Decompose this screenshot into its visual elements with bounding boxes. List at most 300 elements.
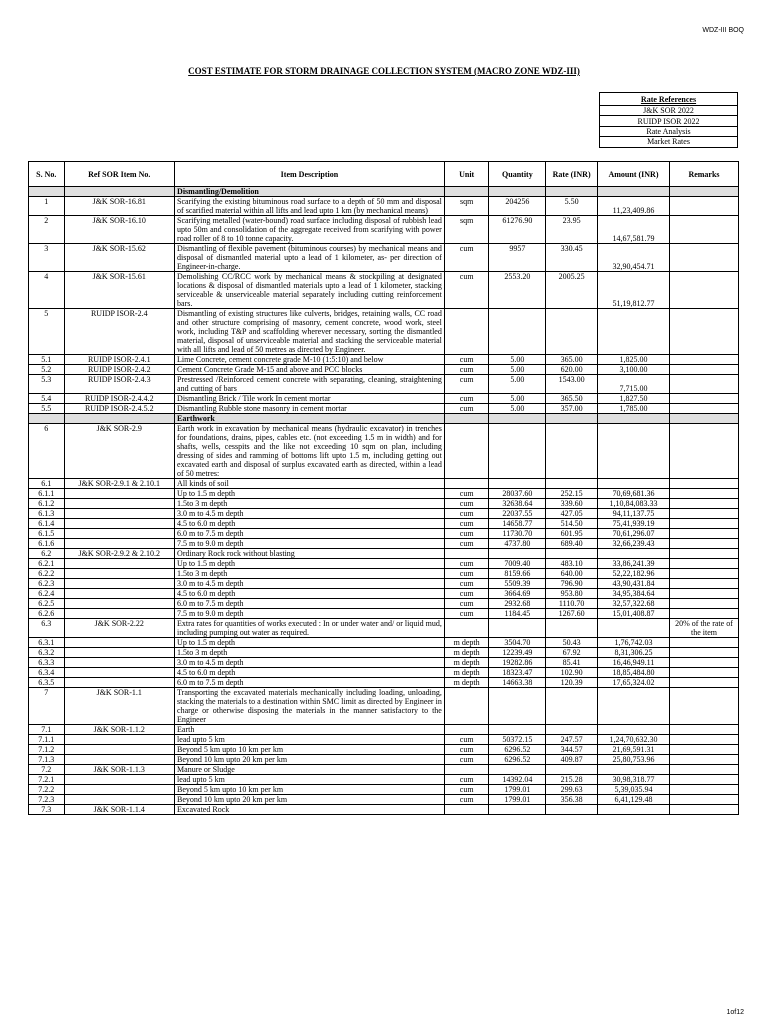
cell-amount: 18,85,484.80 [597,668,669,678]
cell-remarks [669,309,738,355]
table-row [29,272,739,309]
cell-rate: 5.50 [546,197,598,216]
cell-amount: 34,95,384.64 [597,589,669,599]
cell-sno: 6.3 [29,619,65,638]
cell-sno: 6.3.2 [29,648,65,658]
col-header-unit: Unit [444,162,489,187]
cell-ref [64,678,175,688]
cell-sno: 5.5 [29,404,65,414]
table-row [29,216,739,244]
cell-desc: Manure or Sludge [175,765,445,775]
cell-ref [64,589,175,599]
cell-ref: J&K SOR-2.9.1 & 2.10.1 [64,479,175,489]
table-row [29,394,739,404]
cell-remarks [669,599,738,609]
rate-reference-item: J&K SOR 2022 [600,106,738,116]
cell-unit: cum [444,355,489,365]
cell-remarks [669,365,738,375]
cell-desc: Dismantling of existing structures like culverts, bridges, retaining walls, CC road and other structure comprising of masonry, cement concrete, wood work, steel work, including T&P and scaffolding wherever necessary, sorting the dismantled material, disposal of unserviceable material and stacking the serviceable material with all lifts and lead of 50 metres as directed by Engineer. [175,309,445,355]
cell-amount: 32,57,322.68 [597,599,669,609]
cell-remarks [669,805,738,815]
cell-qty: 5.00 [489,365,546,375]
cell-rate: 409.87 [546,755,598,765]
cell-qty [489,805,546,815]
cell-rate: 23.95 [546,216,598,244]
table-row [29,599,739,609]
cell-qty: 14658.77 [489,519,546,529]
cell-qty [489,688,546,725]
table-row [29,519,739,529]
cell-remarks [669,404,738,414]
document-code: WDZ-III BOQ [702,27,744,34]
cell-unit: cum [444,272,489,309]
cell-ref [64,579,175,589]
cell-amount [597,549,669,559]
cell-rate: 427.05 [546,509,598,519]
cell-desc: All kinds of soil [175,479,445,489]
cell-ref [64,785,175,795]
cell-rate: 796.90 [546,579,598,589]
cell-sno: 5.3 [29,375,65,394]
cell-amount: 94,11,137.75 [597,509,669,519]
cell-qty: 5.00 [489,404,546,414]
cell-remarks [669,414,738,424]
cell-ref: J&K SOR-15.62 [64,244,175,272]
cell-sno: 6.1.2 [29,499,65,509]
cell-remarks [669,795,738,805]
cell-remarks [669,755,738,765]
cell-qty: 6296.52 [489,755,546,765]
cell-amount: 17,65,324.02 [597,678,669,688]
cell-ref: J&K SOR-1.1.2 [64,725,175,735]
cell-amount [597,619,669,638]
cell-rate [546,414,598,424]
cell-sno: 6.2.1 [29,559,65,569]
page-title: COST ESTIMATE FOR STORM DRAINAGE COLLECTION SYSTEM (MACRO ZONE WDZ-III) [188,66,580,76]
cell-qty: 6296.52 [489,745,546,755]
table-row [29,785,739,795]
cell-ref [64,658,175,668]
cell-sno: 1 [29,197,65,216]
cell-unit: m depth [444,638,489,648]
cell-ref: RUIDP ISOR-2.4.4.2 [64,394,175,404]
section-row [29,187,739,197]
cell-rate: 1543.00 [546,375,598,394]
cell-unit: cum [444,529,489,539]
cell-amount: 30,98,318.77 [597,775,669,785]
cell-rate: 102.90 [546,668,598,678]
table-row [29,609,739,619]
cell-unit: cum [444,539,489,549]
cell-sno: 6.2.3 [29,579,65,589]
table-row [29,559,739,569]
rate-references-table [599,92,738,148]
cell-qty [489,187,546,197]
table-row [29,539,739,549]
cell-unit [444,725,489,735]
cell-desc: Dismantling Rubble stone masonry in cement mortar [175,404,445,414]
cell-ref: J&K SOR-1.1.4 [64,805,175,815]
cell-ref [64,414,175,424]
cell-desc: Beyond 5 km upto 10 km per km [175,745,445,755]
cell-qty [489,549,546,559]
cell-qty: 18323.47 [489,668,546,678]
cell-unit: cum [444,394,489,404]
cell-sno: 6.1.4 [29,519,65,529]
cell-unit [444,309,489,355]
cell-desc: Earthwork [175,414,445,424]
cell-qty: 3664.69 [489,589,546,599]
cell-amount [597,309,669,355]
cell-unit: cum [444,589,489,599]
cell-rate: 330.45 [546,244,598,272]
table-row [29,355,739,365]
cell-qty [489,765,546,775]
cell-desc: 4.5 to 6.0 m depth [175,589,445,599]
cell-sno: 6.2.6 [29,609,65,619]
cell-unit: m depth [444,658,489,668]
cell-remarks [669,648,738,658]
cell-ref: RUIDP ISOR-2.4.1 [64,355,175,365]
cell-amount: 32,90,454.71 [597,244,669,272]
cell-amount [597,805,669,815]
cell-sno: 3 [29,244,65,272]
cell-rate: 50.43 [546,638,598,648]
table-row [29,499,739,509]
cell-remarks: 20% of the rate of the item [669,619,738,638]
cell-ref: J&K SOR-2.9.2 & 2.10.2 [64,549,175,559]
table-row [29,404,739,414]
cell-desc: Beyond 5 km upto 10 km per km [175,785,445,795]
cell-amount: 70,61,296.07 [597,529,669,539]
cell-remarks [669,735,738,745]
cell-unit: sqm [444,197,489,216]
cell-amount: 1,10,84,083.33 [597,499,669,509]
cell-remarks [669,187,738,197]
cell-desc: 3.0 m to 4.5 m depth [175,658,445,668]
cell-qty: 32638.64 [489,499,546,509]
cell-ref: RUIDP ISOR-2.4.2 [64,365,175,375]
cell-unit [444,187,489,197]
section-row [29,414,739,424]
cell-sno: 7.2.1 [29,775,65,785]
cell-rate: 356.38 [546,795,598,805]
table-row [29,549,739,559]
rate-reference-item: RUIDP ISOR 2022 [600,116,738,126]
cell-qty: 1799.01 [489,785,546,795]
cell-rate: 640.00 [546,569,598,579]
cell-rate: 1110.70 [546,599,598,609]
cell-sno: 6.3.4 [29,668,65,678]
cell-remarks [669,539,738,549]
cell-unit [444,688,489,725]
cell-desc: Dismantling of flexible pavement (bituminous courses) by mechanical means and disposal of dismantled material upto a lead of 1 kilometer, as- per direction of Engineer-in-charge. [175,244,445,272]
cell-desc: 3.0 m to 4.5 m depth [175,579,445,589]
cell-ref: J&K SOR-1.1 [64,688,175,725]
table-row [29,509,739,519]
cell-amount: 1,785.00 [597,404,669,414]
cell-ref: RUIDP ISOR-2.4 [64,309,175,355]
table-row [29,529,739,539]
cell-remarks [669,394,738,404]
table-row [29,197,739,216]
cell-qty: 8159.66 [489,569,546,579]
table-row [29,755,739,765]
cell-rate [546,187,598,197]
cell-qty: 50372.15 [489,735,546,745]
cell-amount [597,414,669,424]
cell-rate: 483.10 [546,559,598,569]
cell-desc: Dismantling/Demolition [175,187,445,197]
cell-rate: 2005.25 [546,272,598,309]
cell-desc: 4.5 to 6.0 m depth [175,668,445,678]
cell-rate: 601.95 [546,529,598,539]
cell-sno: 7.2.3 [29,795,65,805]
table-row [29,735,739,745]
table-row [29,638,739,648]
cell-unit: cum [444,795,489,805]
cell-ref [64,489,175,499]
col-header-desc: Item Description [175,162,445,187]
cell-unit: cum [444,579,489,589]
table-row [29,725,739,735]
cell-unit: cum [444,755,489,765]
cell-amount [597,479,669,489]
cell-desc: Scarifying metalled (water-bound) road surface including disposal of rubbish lead upto 50m and consolidation of the aggregate received from scarifying with power road roller of 8 to 10 tonne capacity. [175,216,445,244]
cell-rate: 252.15 [546,489,598,499]
cell-ref [64,539,175,549]
cell-rate [546,725,598,735]
cell-rate: 365.50 [546,394,598,404]
cell-remarks [669,529,738,539]
cell-qty: 11730.70 [489,529,546,539]
cell-amount [597,424,669,479]
cell-rate: 953.80 [546,589,598,599]
cell-desc: 6.0 m to 7.5 m depth [175,529,445,539]
cell-amount: 21,69,591.31 [597,745,669,755]
cell-sno: 5 [29,309,65,355]
cell-sno: 6.3.5 [29,678,65,688]
table-row [29,678,739,688]
cell-remarks [669,272,738,309]
cell-rate: 339.60 [546,499,598,509]
cell-remarks [669,197,738,216]
cell-ref [64,519,175,529]
cell-ref [64,569,175,579]
cell-remarks [669,216,738,244]
cell-rate: 620.00 [546,365,598,375]
cell-desc: Up to 1.5 m depth [175,489,445,499]
table-row [29,424,739,479]
col-header-remarks: Remarks [669,162,738,187]
cell-qty: 7009.40 [489,559,546,569]
cell-amount: 1,825.00 [597,355,669,365]
table-row [29,795,739,805]
rate-references-heading: Rate References [600,93,738,106]
cell-sno: 7.1 [29,725,65,735]
cell-unit: m depth [444,678,489,688]
col-header-amount: Amount (INR) [597,162,669,187]
cell-ref: J&K SOR-2.9 [64,424,175,479]
cell-desc: Scarifying the existing bituminous road surface to a depth of 50 mm and disposal of scarified material within all lifts and lead upto 1 km (by mechanical means) [175,197,445,216]
cell-remarks [669,745,738,755]
cell-qty: 22037.55 [489,509,546,519]
cell-desc: Beyond 10 km upto 20 km per km [175,755,445,765]
cell-qty [489,725,546,735]
cell-rate: 215.28 [546,775,598,785]
cell-remarks [669,244,738,272]
cell-desc: 1.5to 3 m depth [175,569,445,579]
cell-sno: 7.1.1 [29,735,65,745]
cell-sno: 6.1.6 [29,539,65,549]
cell-sno: 6.1.5 [29,529,65,539]
cell-ref: RUIDP ISOR-2.4.3 [64,375,175,394]
cell-rate: 344.57 [546,745,598,755]
cell-unit: cum [444,569,489,579]
cell-amount: 16,46,949.11 [597,658,669,668]
cell-qty: 5.00 [489,355,546,365]
cell-desc: Up to 1.5 m depth [175,559,445,569]
cell-sno [29,187,65,197]
cell-sno: 7.1.3 [29,755,65,765]
table-row [29,244,739,272]
cell-qty: 61276.90 [489,216,546,244]
cell-qty: 12239.49 [489,648,546,658]
cell-sno: 6.2 [29,549,65,559]
cell-qty [489,414,546,424]
cell-unit: cum [444,509,489,519]
cell-amount: 14,67,581.79 [597,216,669,244]
cell-sno [29,414,65,424]
cell-desc: 7.5 m to 9.0 m depth [175,539,445,549]
rate-reference-item: Market Rates [600,137,738,147]
cell-desc: Ordinary Rock rock without blasting [175,549,445,559]
cell-amount: 6,41,129.48 [597,795,669,805]
cell-amount: 15,01,408.87 [597,609,669,619]
cell-remarks [669,678,738,688]
cell-qty: 14392.04 [489,775,546,785]
cell-qty: 9957 [489,244,546,272]
cell-ref [64,755,175,765]
cell-amount: 75,41,939.19 [597,519,669,529]
cell-ref [64,599,175,609]
cell-amount: 1,24,70,632.30 [597,735,669,745]
cell-remarks [669,775,738,785]
cell-sno: 6.1.3 [29,509,65,519]
cell-qty: 28037.60 [489,489,546,499]
cell-amount [597,688,669,725]
cell-desc: Dismantling Brick / Tile work In cement mortar [175,394,445,404]
page-number: 1of12 [726,1009,744,1016]
table-row [29,688,739,725]
cell-unit: sqm [444,216,489,244]
cell-desc: lead upto 5 km [175,735,445,745]
cell-desc: lead upto 5 km [175,775,445,785]
cell-rate [546,549,598,559]
cell-remarks [669,589,738,599]
cell-sno: 7.2.2 [29,785,65,795]
table-row [29,489,739,499]
cell-ref [64,735,175,745]
table-header-row [29,162,739,187]
cell-amount: 52,22,182.96 [597,569,669,579]
cell-unit: m depth [444,668,489,678]
table-row [29,765,739,775]
col-header-qty: Quantity [489,162,546,187]
cell-unit: cum [444,785,489,795]
cell-sno: 5.2 [29,365,65,375]
cell-remarks [669,489,738,499]
cell-desc: 4.5 to 6.0 m depth [175,519,445,529]
cell-remarks [669,519,738,529]
cell-desc: 1.5to 3 m depth [175,648,445,658]
table-row [29,309,739,355]
cell-amount: 11,23,409.86 [597,197,669,216]
cell-unit [444,549,489,559]
cell-remarks [669,725,738,735]
cell-amount: 5,39,035.94 [597,785,669,795]
cell-qty [489,619,546,638]
cell-unit [444,765,489,775]
table-row [29,668,739,678]
cell-qty [489,309,546,355]
cell-qty [489,424,546,479]
cell-qty [489,479,546,489]
cell-amount: 43,90,431.84 [597,579,669,589]
cell-rate: 365.00 [546,355,598,365]
cell-qty: 2932.68 [489,599,546,609]
cell-ref: J&K SOR-1.1.3 [64,765,175,775]
cell-remarks [669,499,738,509]
cell-desc: Extra rates for quantities of works executed : In or under water and/ or liquid mud, including pumping out water as required. [175,619,445,638]
cell-ref [64,499,175,509]
cell-unit: cum [444,519,489,529]
cell-sno: 4 [29,272,65,309]
cell-sno: 5.4 [29,394,65,404]
cell-desc: Excavated Rock [175,805,445,815]
cell-unit: cum [444,404,489,414]
cell-sno: 6.1.1 [29,489,65,499]
table-row [29,648,739,658]
cell-unit: cum [444,599,489,609]
cell-unit [444,414,489,424]
cell-ref: J&K SOR-15.61 [64,272,175,309]
cell-unit: cum [444,489,489,499]
table-row [29,745,739,755]
cell-amount: 70,69,681.36 [597,489,669,499]
cell-rate [546,479,598,489]
cell-ref [64,648,175,658]
cell-ref [64,668,175,678]
cell-sno: 6.1 [29,479,65,489]
boq-table [28,161,739,815]
cell-desc: Earth work in excavation by mechanical means (hydraulic excavator) in trenches for foundations, drains, pipes, cables etc. (not exceeding 1.5 m in width) and for shafts, wells, cesspits and the like not exceeding 10 sqm on plan, including dressing of sides and ramming of bottoms lift upto 1.5 m, including getting out excavated earth and disposal of surplus excavated earth as directed, within a lead of 50 metres: [175,424,445,479]
table-row [29,569,739,579]
cell-desc: Lime Concrete, cement concrete grade M-10 (1:5:10) and below [175,355,445,365]
cell-amount [597,187,669,197]
cell-ref [64,745,175,755]
col-header-ref: Ref SOR Item No. [64,162,175,187]
cell-ref [64,609,175,619]
cell-rate [546,309,598,355]
cell-ref [64,775,175,785]
cell-remarks [669,658,738,668]
cell-qty: 5.00 [489,394,546,404]
cell-remarks [669,638,738,648]
cell-qty: 19282.86 [489,658,546,668]
cell-desc: Prestressed /Reinforced cement concrete with separating, cleaning, straightening and cutting of bars [175,375,445,394]
cell-rate [546,619,598,638]
